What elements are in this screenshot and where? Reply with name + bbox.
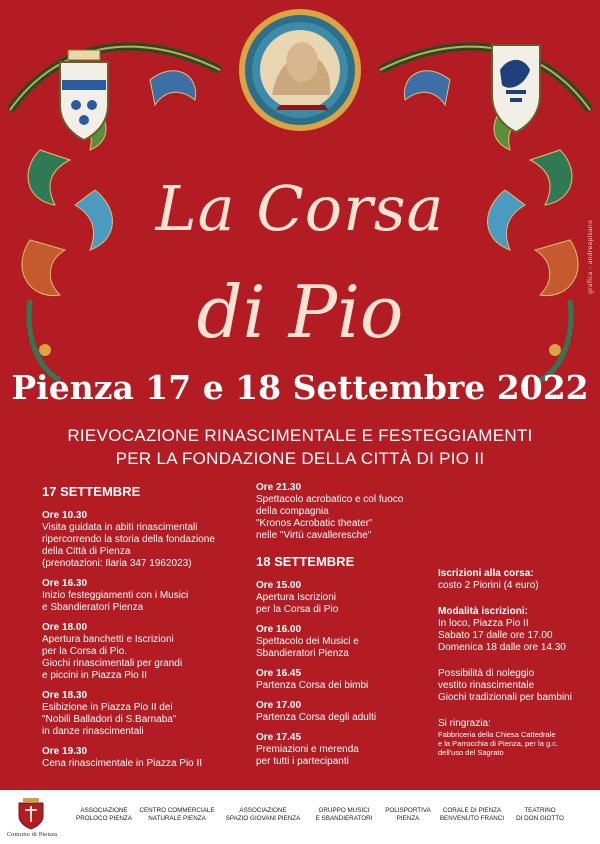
event-description: Visita guidata in abiti rinascimentali ripercorrendo la storia della fondazione della Città di Pienza (prenotazioni: Ilaria 347 1962023) bbox=[42, 522, 215, 569]
event-dateline: Pienza 17 e 18 Settembre 2022 bbox=[11, 368, 589, 407]
registration-cost: costo 2 Piorini (4 euro) bbox=[438, 580, 539, 591]
event-description: Apertura Iscrizioni per la Corsa di Pio bbox=[256, 592, 339, 615]
town-coat-of-arms bbox=[492, 45, 540, 132]
sponsor-polisportiva: POLISPORTIVA PIENZA bbox=[385, 807, 431, 822]
day2-heading: 18 SETTEMBRE bbox=[256, 554, 355, 569]
schedule-day2 bbox=[256, 482, 426, 776]
subtitle-line-1: RIEVOCAZIONE RINASCIMENTALE E FESTEGGIAMENTI bbox=[67, 426, 533, 445]
day1-heading: 17 SETTEMBRE bbox=[42, 484, 141, 499]
sponsors-footer bbox=[0, 790, 600, 844]
event-description: Spettacolo dei Musici e Sbandieratori Pienza bbox=[256, 636, 359, 659]
registration-heading: Iscrizioni alla corsa: bbox=[438, 568, 534, 579]
title-line-2: di Pio bbox=[196, 270, 404, 354]
comune-crest-icon bbox=[15, 796, 47, 830]
event-time: Ore 18.00 bbox=[42, 622, 88, 633]
event-description: Partenza Corsa dei bimbi bbox=[256, 680, 369, 691]
title-line-1: La Corsa bbox=[155, 172, 445, 245]
schedule-item bbox=[256, 732, 426, 768]
schedule-day1 bbox=[42, 486, 252, 778]
event-time: Ore 10.30 bbox=[42, 510, 88, 521]
event-description: Esibizione in Piazza Pio II dei "Nobili Balladori di S.Barnaba" in danze rinascimentali bbox=[42, 702, 177, 737]
subtitle-line-2: PER LA FONDAZIONE DELLA CITTÀ DI PIO II bbox=[115, 449, 485, 468]
sponsor-centro-commerciale: CENTRO COMMERCIALE NATURALE PIENZA bbox=[139, 807, 215, 822]
thanks-info bbox=[438, 718, 588, 757]
rental-info bbox=[438, 668, 588, 704]
schedule-item bbox=[42, 510, 252, 570]
rental-text: Possibilità di noleggio vestito rinascimentale Giochi tradizionali per bambini bbox=[438, 668, 572, 703]
event-time: Ore 17.45 bbox=[256, 732, 302, 743]
sponsor-spazio-giovani: ASSOCIAZIONE SPAZIO GIOVANI PIENZA bbox=[225, 807, 301, 822]
thanks-text: Fabbriceria della Chiesa Cattedrale e la Parrocchia di Pienza, per la g.c. dell'uso del Sagrato bbox=[438, 730, 559, 757]
event-description: Inizio festeggiamenti con i Musici e Sbandieratori Pienza bbox=[42, 590, 189, 613]
comune-label: Comune di Pienza bbox=[6, 832, 58, 838]
schedule-item bbox=[256, 624, 426, 660]
pope-medallion bbox=[242, 12, 358, 128]
schedule-item bbox=[42, 746, 252, 770]
sponsor-corale: CORALE DI PIENZA BENVENUTO FRANCI bbox=[439, 807, 505, 822]
schedule-item bbox=[256, 580, 426, 616]
sponsor-musici: GRUPPO MUSICI E SBANDIERATORI bbox=[315, 807, 373, 822]
schedule-item bbox=[42, 622, 252, 682]
event-time: Ore 16.45 bbox=[256, 668, 302, 679]
schedule-item bbox=[256, 700, 426, 724]
schedule-item bbox=[42, 690, 252, 738]
event-time: Ore 19.30 bbox=[42, 746, 88, 757]
schedule-item bbox=[256, 668, 426, 692]
registration-modes bbox=[438, 606, 588, 654]
graphic-credit: grafica - andreapisano bbox=[587, 220, 594, 295]
modes-heading: Modalità iscrizioni: bbox=[438, 606, 529, 617]
info-panel bbox=[438, 568, 588, 771]
event-time: Ore 17.00 bbox=[256, 700, 302, 711]
event-time: Ore 16.30 bbox=[42, 578, 88, 589]
event-time: Ore 16.00 bbox=[256, 624, 302, 635]
schedule-item bbox=[42, 578, 252, 614]
event-time: Ore 15.00 bbox=[256, 580, 302, 591]
event-time: Ore 21.30 bbox=[256, 482, 302, 493]
sponsor-proloco: ASSOCIAZIONE PROLOCO PIENZA bbox=[76, 807, 132, 822]
schedule-item bbox=[256, 482, 426, 542]
thanks-heading: Si ringrazia: bbox=[438, 718, 491, 729]
modes-text: In loco, Piazza Pio II Sabato 17 dalle ore 17.00 Domenica 18 dalle ore 14.30 bbox=[438, 618, 566, 653]
event-description: Spettacolo acrobatico e col fuoco della compagnia "Kronos Acrobatic theater" nelle "Virtù cavalleresche" bbox=[256, 494, 404, 541]
event-description: Cena rinascimentale in Piazza Pio II bbox=[42, 758, 203, 769]
event-description: Apertura banchetti e Iscrizioni per la Corsa di Pio. Giochi rinascimentali per grandi e piccini in Piazza Pio II bbox=[42, 634, 183, 681]
sponsor-teatrino: TEATRINO DI DON GIOTTO bbox=[516, 807, 564, 822]
event-description: Premiazioni e merenda per tutti i partecipanti bbox=[256, 744, 359, 767]
papal-coat-of-arms bbox=[60, 50, 108, 140]
event-time: Ore 18.30 bbox=[42, 690, 88, 701]
registration-info bbox=[438, 568, 588, 592]
event-description: Partenza Corsa degli adulti bbox=[256, 712, 377, 723]
